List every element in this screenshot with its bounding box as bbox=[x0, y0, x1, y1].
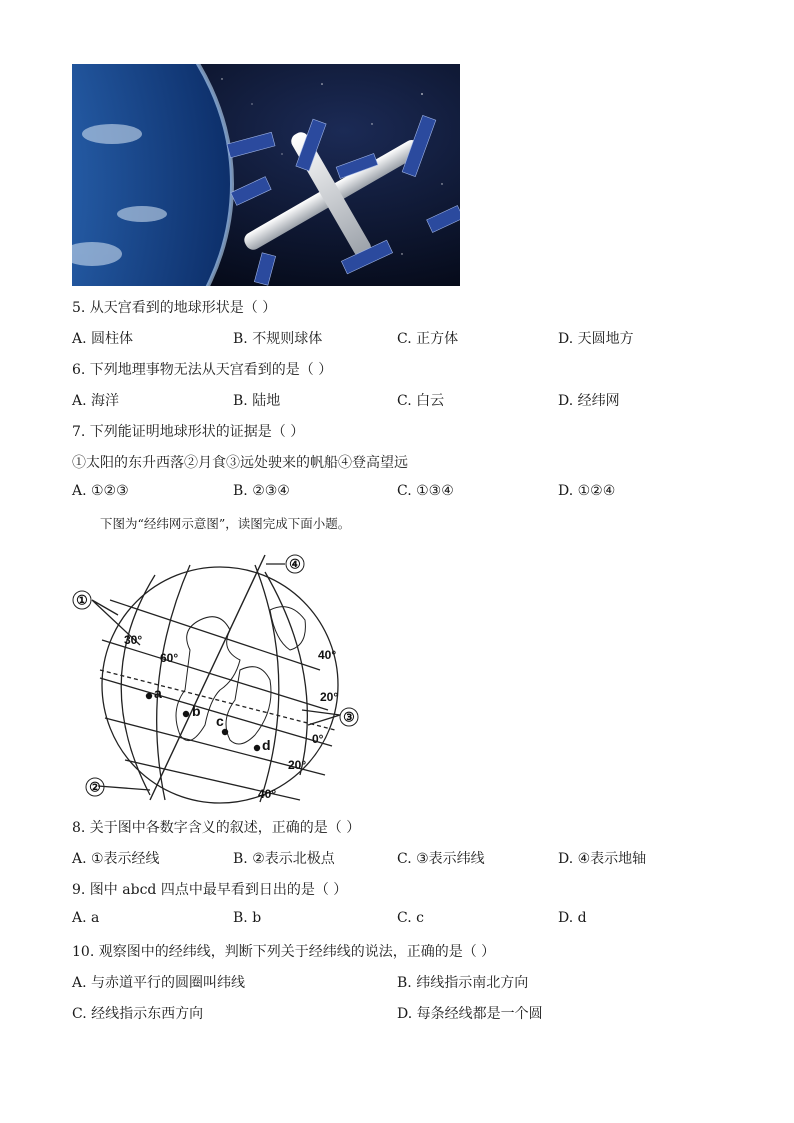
q6-option-d[interactable]: D. 经纬网 bbox=[558, 393, 620, 409]
graticule-diagram bbox=[70, 550, 360, 810]
q5-option-d[interactable]: D. 天圆地方 bbox=[558, 331, 634, 347]
q10-option-d[interactable]: D. 每条经线都是一个圆 bbox=[397, 1006, 543, 1022]
meridian-line bbox=[121, 575, 155, 795]
right-20-label: 20° bbox=[320, 690, 339, 704]
pointer-line-2 bbox=[98, 786, 150, 790]
q8-option-d[interactable]: D. ④表示地轴 bbox=[558, 851, 647, 867]
point-c-marker bbox=[222, 729, 228, 735]
question-8-stem: 8. 关于图中各数字含义的叙述，正确的是（ ） bbox=[72, 820, 361, 836]
q9-option-a[interactable]: A. a bbox=[72, 910, 100, 926]
q7-option-b[interactable]: B. ②③④ bbox=[233, 483, 290, 499]
continent-outline bbox=[226, 667, 271, 744]
q9-option-b[interactable]: B. b bbox=[233, 910, 262, 926]
question-10-stem: 10. 观察图中的经纬线，判断下列关于经纬线的说法，正确的是（ ） bbox=[72, 944, 496, 960]
q8-option-a[interactable]: A. ①表示经线 bbox=[72, 851, 160, 867]
question-9-stem: 9. 图中 abcd 四点中最早看到日出的是（ ） bbox=[72, 882, 348, 898]
q8-option-b[interactable]: B. ②表示北极点 bbox=[233, 851, 335, 867]
q10-option-c[interactable]: C. 经线指示东西方向 bbox=[72, 1006, 204, 1022]
label-4: ④ bbox=[289, 556, 301, 572]
earth-axis bbox=[150, 555, 265, 800]
parallel-line bbox=[100, 678, 332, 746]
tiangong-illustration bbox=[72, 64, 460, 286]
point-c-label: c bbox=[216, 713, 224, 729]
label-3: ③ bbox=[343, 709, 355, 725]
point-b-marker bbox=[183, 711, 189, 717]
point-d-marker bbox=[254, 745, 260, 751]
question-6-stem: 6. 下列地理事物无法从天宫看到的是（ ） bbox=[72, 362, 333, 378]
right-40-label: 40° bbox=[318, 648, 337, 662]
meridian-line bbox=[157, 565, 190, 800]
q6-option-a[interactable]: A. 海洋 bbox=[72, 393, 120, 409]
label-2: ② bbox=[89, 779, 101, 795]
right-0-label: 0° bbox=[312, 732, 324, 746]
question-7-statements: ①太阳的东升西落②月食③远处驶来的帆船④登高望远 bbox=[72, 455, 408, 471]
meridian-line bbox=[255, 565, 279, 802]
latitude-60-label: 60° bbox=[160, 651, 179, 665]
point-a-label: a bbox=[154, 685, 162, 701]
point-b-label: b bbox=[192, 703, 201, 719]
q6-option-b[interactable]: B. 陆地 bbox=[233, 393, 281, 409]
question-5-stem: 5. 从天宫看到的地球形状是（ ） bbox=[72, 300, 277, 316]
continent-outline bbox=[176, 617, 240, 741]
parallel-line bbox=[102, 640, 328, 710]
q5-option-b[interactable]: B. 不规则球体 bbox=[233, 331, 323, 347]
point-a-marker bbox=[146, 693, 152, 699]
meridian-line bbox=[265, 572, 307, 775]
q10-option-b[interactable]: B. 纬线指示南北方向 bbox=[397, 975, 529, 991]
q5-option-c[interactable]: C. 正方体 bbox=[397, 331, 459, 347]
label-1: ① bbox=[76, 592, 88, 608]
q9-option-d[interactable]: D. d bbox=[558, 910, 587, 926]
q7-option-d[interactable]: D. ①②④ bbox=[558, 483, 616, 499]
q6-option-c[interactable]: C. 白云 bbox=[397, 393, 445, 409]
q7-option-c[interactable]: C. ①③④ bbox=[397, 483, 454, 499]
bottom-20-label: 20° bbox=[288, 758, 307, 772]
question-7-stem: 7. 下列能证明地球形状的证据是（ ） bbox=[72, 424, 305, 440]
q10-option-a[interactable]: A. 与赤道平行的圆圈叫纬线 bbox=[72, 975, 246, 991]
figure-intro: 下图为“经纬网示意图”，读图完成下面小题。 bbox=[100, 516, 351, 531]
latitude-30-label: 30° bbox=[124, 633, 143, 647]
space-station-photo bbox=[72, 64, 460, 286]
q7-option-a[interactable]: A. ①②③ bbox=[72, 483, 129, 499]
q5-option-a[interactable]: A. 圆柱体 bbox=[72, 331, 134, 347]
point-d-label: d bbox=[262, 737, 271, 753]
q9-option-c[interactable]: C. c bbox=[397, 910, 424, 926]
q8-option-c[interactable]: C. ③表示纬线 bbox=[397, 851, 485, 867]
bottom-40-label: 40° bbox=[258, 787, 277, 801]
